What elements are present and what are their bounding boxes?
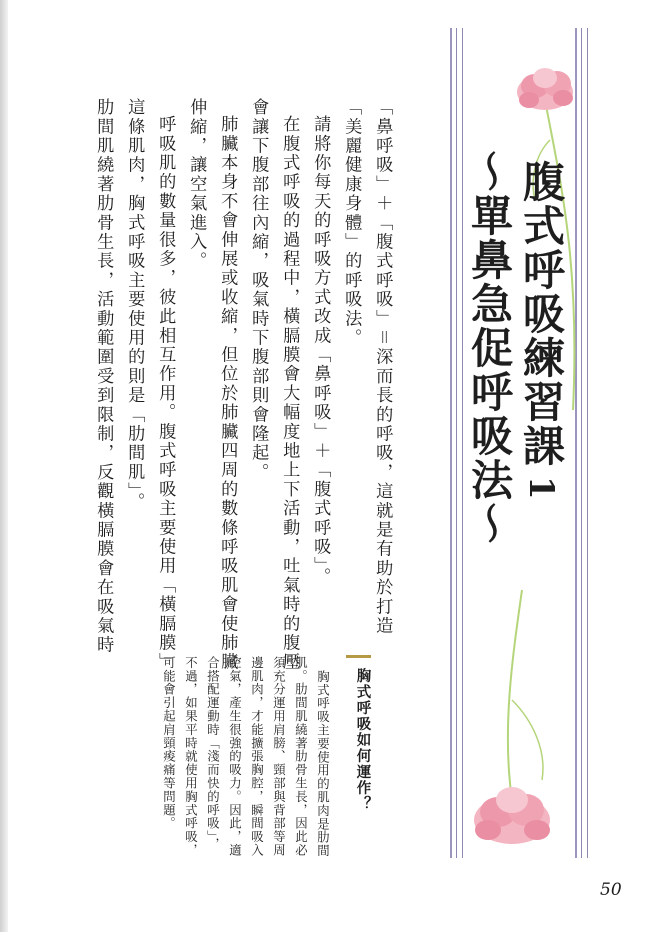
body-text-column: 肺臟本身不會伸展或收縮，但位於肺臟四周的數條呼吸肌會使肺臟	[217, 115, 238, 672]
sidebar-text-column: 須充分運用肩膀、頸部與背部等周	[271, 656, 287, 857]
body-text-column: 在腹式呼吸的過程中，橫膈膜會大幅度地上下活動，吐氣時的腹壓	[279, 115, 300, 672]
title-number: 1	[521, 476, 561, 502]
body-text-column: 會讓下腹部往內縮，吸氣時下腹部則會隆起。	[248, 98, 269, 482]
divider-line	[456, 28, 457, 858]
body-text-column: 呼吸肌的數量很多，彼此相互作用。腹式呼吸主要使用「橫膈膜」	[155, 115, 176, 672]
page-title	[517, 160, 566, 502]
body-text-column: 伸縮，讓空氣進入。	[186, 98, 207, 271]
sidebar-heading: 胸式呼吸如何運作？	[354, 668, 371, 812]
page-number: 50	[600, 880, 622, 900]
sidebar-text-column: 合搭配運動時「淺而快的呼吸」，	[205, 656, 221, 851]
title-text: 腹式呼吸練習課	[517, 160, 566, 468]
sidebar-text-column: 可能會引起肩頸痠痛等問題。	[161, 656, 177, 831]
body-text-column: 「鼻呼吸」＋「腹式呼吸」＝深而長的呼吸，這就是有助於打造	[372, 98, 393, 636]
sidebar-text-column: 不過，如果平時就使用胸式呼吸，	[183, 656, 199, 857]
page-edge-shadow	[0, 0, 8, 932]
body-text-column: 這條肌肉，胸式呼吸主要使用的則是「肋間肌」。	[124, 98, 145, 512]
sidebar-text-column: 空氣，產生很強的吸力。因此，適	[227, 656, 243, 857]
body-text-column: 「美麗健康身體」的呼吸法。	[341, 98, 362, 348]
sidebar-accent-bar	[346, 655, 371, 658]
divider-line	[450, 28, 452, 858]
sidebar-text-column: 胸式呼吸主要使用的肌肉是肋間	[315, 670, 331, 858]
flower-illustration	[462, 580, 582, 860]
sidebar-text-column: 肌。肋間肌繞著肋骨生長，因此必	[293, 656, 309, 857]
page-subtitle: 〜單鼻急促呼吸法〜	[465, 150, 514, 546]
sidebar-text-column: 邊肌肉，才能擴張胸腔，瞬間吸入	[249, 656, 265, 857]
body-text-column: 請將你每天的呼吸方式改成「鼻呼吸」＋「腹式呼吸」。	[310, 115, 331, 587]
body-text-column: 肋間肌繞著肋骨生長，活動範圍受到限制，反觀橫膈膜會在吸氣時	[93, 98, 114, 655]
